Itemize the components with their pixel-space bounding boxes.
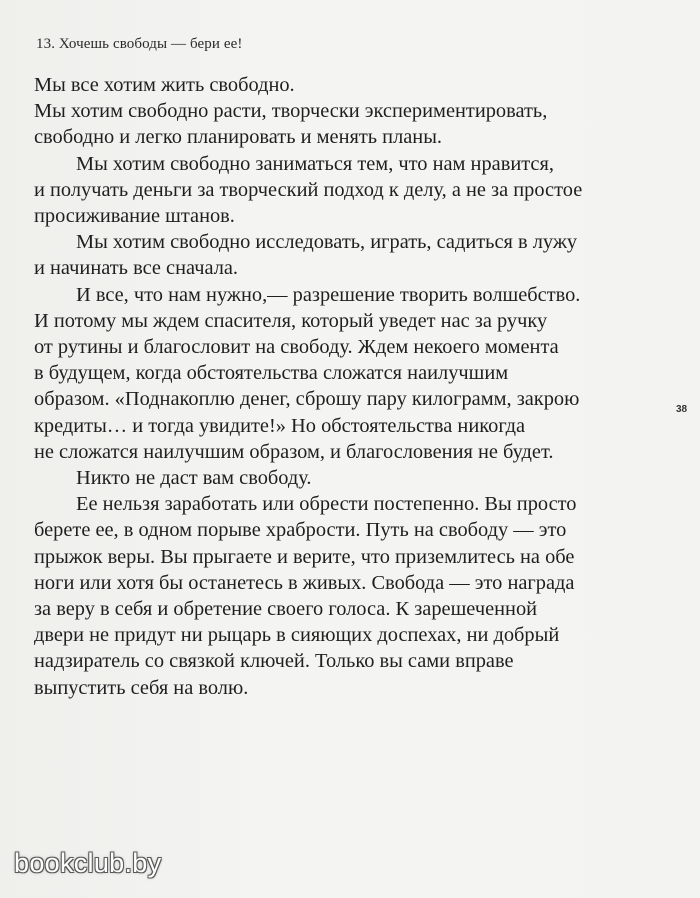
text-line: за веру в себя и обретение своего голоса. К зарешеченной [34, 598, 538, 621]
text-line: прыжок веры. Вы прыгаете и верите, что приземлитесь на обе [34, 545, 575, 568]
text-line: двери не придут ни рыцарь в сияющих доспехах, ни добрый [34, 624, 560, 647]
text-line: Никто не даст вам свободу. [76, 467, 312, 490]
text-line: И потому мы ждем спасителя, который уведет нас за ручку [34, 309, 548, 332]
text-line: Мы хотим свободно заниматься тем, что нам нравится, [76, 152, 554, 175]
page-number: 38 [676, 404, 688, 415]
text-line: берете ее, в одном порыве храбрости. Путь на свободу — это [34, 519, 567, 542]
text-line: свободно и легко планировать и менять планы. [34, 126, 443, 149]
text-line: И все, что нам нужно,— разрешение творить волшебство. [76, 283, 581, 306]
text-line: и начинать все сначала. [34, 257, 239, 280]
watermark-logo: bookclub.by [14, 848, 162, 878]
text-line: образом. «Поднакоплю денег, сброшу пару килограмм, закрою [34, 388, 580, 411]
text-line: и получать деньги за творческий подход к делу, а не за простое [34, 178, 583, 201]
text-line: надзиратель со связкой ключей. Только вы сами вправе [34, 650, 514, 673]
text-line: в будущем, когда обстоятельства сложатся наилучшим [34, 362, 509, 385]
text-line: Мы хотим свободно расти, творчески экспериментировать, [34, 100, 548, 123]
text-line: кредиты… и тогда увидите!» Но обстоятельства никогда [34, 414, 526, 437]
body-text [34, 72, 644, 701]
text-line: выпустить себя на волю. [34, 676, 249, 699]
text-line: ноги или хотя бы останетесь в живых. Свобода — это награда [34, 571, 575, 594]
running-head: 13. Хочешь свободы — бери ее! [36, 36, 243, 52]
text-line: Мы хотим свободно исследовать, играть, садиться в лужу [76, 231, 578, 254]
text-line: не сложатся наилучшим образом, и благословения не будет. [34, 440, 554, 463]
text-line: просиживание штанов. [34, 205, 235, 228]
text-line: Ее нельзя заработать или обрести постепенно. Вы просто [76, 493, 577, 516]
text-line: от рутины и благословит на свободу. Ждем некоего момента [34, 336, 559, 359]
text-line: Мы все хотим жить свободно. [34, 74, 295, 96]
